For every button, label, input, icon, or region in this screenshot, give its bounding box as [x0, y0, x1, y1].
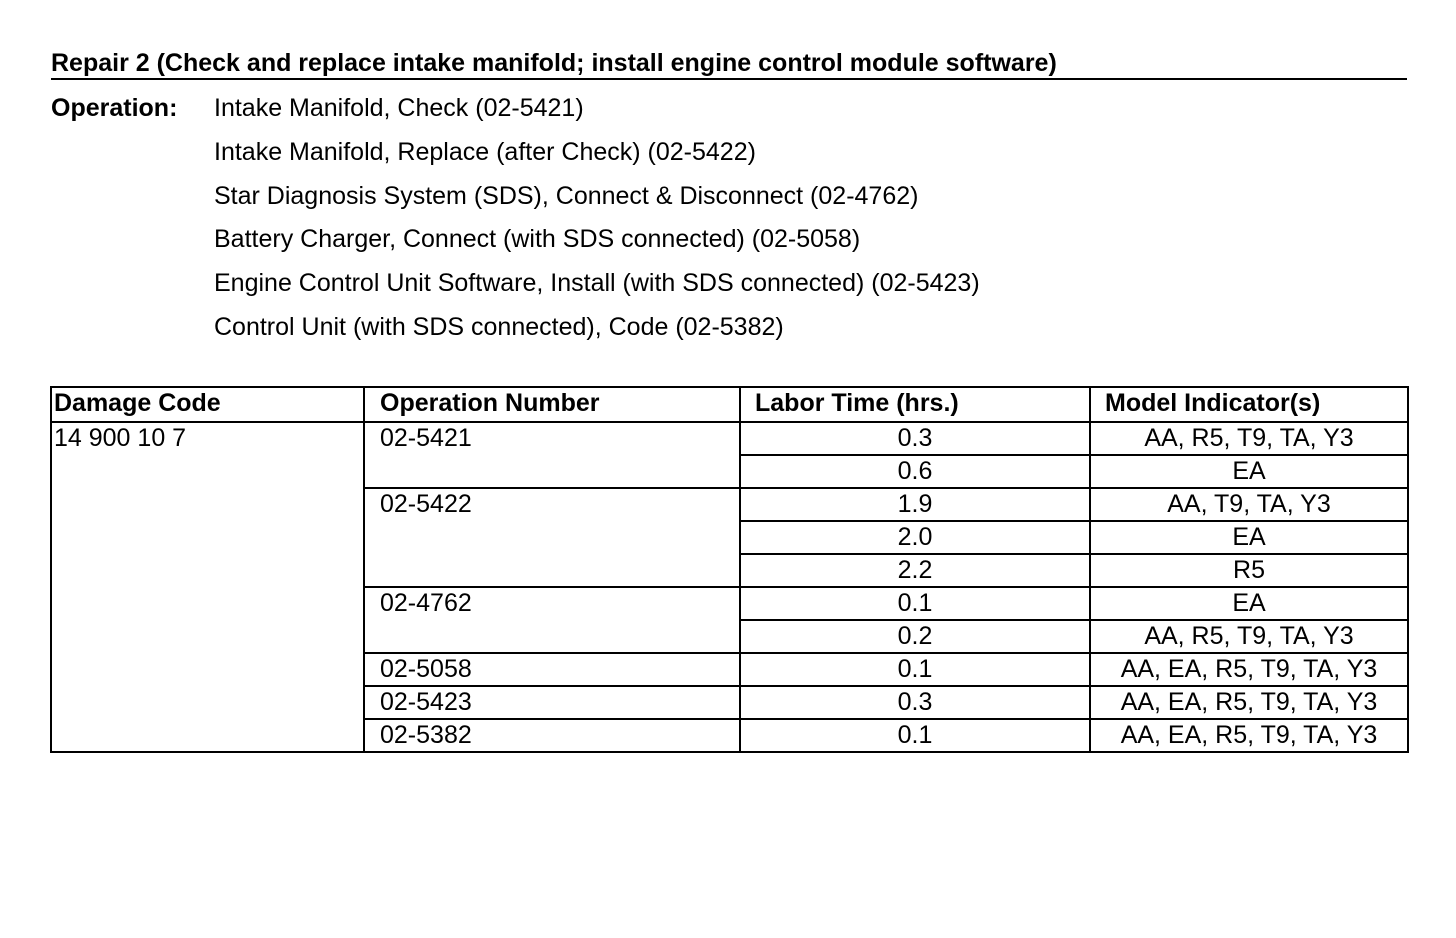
operation-item: Engine Control Unit Software, Install (with SDS connected) (02-5423) [214, 269, 980, 298]
model-indicator-text: AA, EA, R5, T9, TA, Y3 [1120, 688, 1378, 716]
labor-time-cell: 0.2 [740, 620, 1090, 653]
operation-item: Intake Manifold, Check (02-5421) [214, 94, 584, 122]
operation-number-cell: 02-5422 [364, 488, 740, 587]
model-indicator-cell: EA [1090, 521, 1408, 554]
header-labor-time: Labor Time (hrs.) [740, 387, 1090, 422]
model-indicator-cell: AA, R5, T9, TA, Y3 [1090, 422, 1408, 455]
operation-item: Star Diagnosis System (SDS), Connect & Disconnect (02-4762) [214, 181, 919, 210]
table-row [51, 422, 1408, 455]
table-header-row [51, 387, 1408, 422]
header-model-indicators: Model Indicator(s) [1090, 387, 1408, 422]
model-indicator-text: AA, EA, R5, T9, TA, Y3 [1120, 655, 1378, 683]
operation-item: Control Unit (with SDS connected), Code (02-5382) [214, 312, 784, 341]
operation-label: Operation: [51, 94, 178, 122]
labor-time-cell: 0.3 [740, 686, 1090, 719]
operation-number-cell: 02-5382 [364, 719, 740, 752]
labor-time-cell: 0.1 [740, 653, 1090, 686]
operation-list [214, 92, 980, 355]
operation-item: Intake Manifold, Replace (after Check) (02-5422) [214, 137, 756, 166]
model-indicator-cell: R5 [1090, 554, 1408, 587]
model-indicator-text: AA, EA, R5, T9, TA, Y3 [1120, 721, 1378, 749]
operation-number-cell: 02-4762 [364, 587, 740, 653]
model-indicator-cell [1090, 653, 1408, 686]
model-indicator-cell: AA, R5, T9, TA, Y3 [1090, 620, 1408, 653]
model-indicator-cell: EA [1090, 455, 1408, 488]
operation-number-cell: 02-5421 [364, 422, 740, 488]
damage-code-cell: 14 900 10 7 [51, 422, 364, 752]
labor-time-cell: 2.2 [740, 554, 1090, 587]
labor-time-cell: 0.1 [740, 587, 1090, 620]
labor-time-cell: 0.6 [740, 455, 1090, 488]
labor-time-table [50, 386, 1409, 753]
labor-time-cell: 0.3 [740, 422, 1090, 455]
repair-heading: Repair 2 (Check and replace intake manifold; install engine control module software) [51, 46, 1407, 80]
model-indicator-cell [1090, 719, 1408, 752]
labor-time-cell: 1.9 [740, 488, 1090, 521]
model-indicator-cell: EA [1090, 587, 1408, 620]
operation-item: Battery Charger, Connect (with SDS connected) (02-5058) [214, 225, 861, 254]
labor-time-cell: 0.1 [740, 719, 1090, 752]
model-indicator-cell: AA, T9, TA, Y3 [1090, 488, 1408, 521]
labor-time-cell: 2.0 [740, 521, 1090, 554]
operation-number-cell: 02-5423 [364, 686, 740, 719]
model-indicator-cell [1090, 686, 1408, 719]
header-damage-code: Damage Code [51, 387, 364, 422]
header-operation-number: Operation Number [364, 387, 740, 422]
operation-number-cell: 02-5058 [364, 653, 740, 686]
